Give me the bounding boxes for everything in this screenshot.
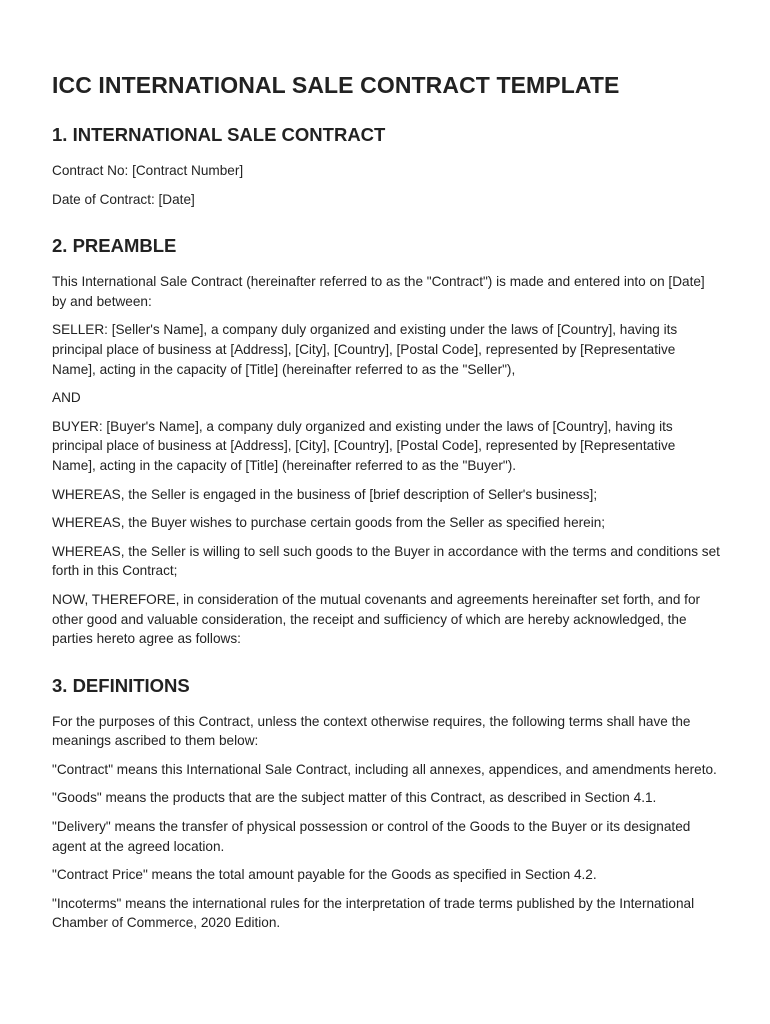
preamble-intro-paragraph: This International Sale Contract (hereinafter referred to as the "Contract") is made and entered into on [Date] by and between: — [52, 274, 705, 309]
definitions-intro-paragraph: For the purposes of this Contract, unless the context otherwise requires, the following terms shall have the meanings ascribed to them below: — [52, 713, 691, 749]
contract-number-line: Contract No: [Contract Number] — [52, 163, 244, 178]
whereas-buyer-purchase-paragraph: WHEREAS, the Buyer wishes to purchase certain goods from the Seller as specified herein; — [52, 515, 606, 531]
definition-delivery: "Delivery" means the transfer of physical possession or control of the Goods to the Buyer or its designated agent at the agreed location. — [52, 819, 691, 854]
seller-paragraph: SELLER: [Seller's Name], a company duly organized and existing under the laws of [Country], having its principal place of business at [Address], [City], [Country], [Postal Code], represented by [Representative Name], acting in the capacity of [Title] (hereinafter referred to as the "Seller"), — [52, 322, 678, 377]
and-paragraph: AND — [52, 390, 81, 406]
whereas-seller-willing-paragraph: WHEREAS, the Seller is willing to sell such goods to the Buyer in accordance with the terms and conditions set forth in this Contract; — [52, 543, 720, 579]
definition-contract-price: "Contract Price" means the total amount payable for the Goods as specified in Section 4.2. — [52, 867, 597, 883]
definition-goods: "Goods" means the products that are the subject matter of this Contract, as described in Section 4.1. — [52, 790, 657, 806]
section-heading-international-sale-contract: 1. INTERNATIONAL SALE CONTRACT — [52, 124, 386, 145]
section-heading-definitions: 3. DEFINITIONS — [52, 674, 190, 696]
document-page — [52, 70, 722, 933]
definition-incoterms: "Incoterms" means the international rules for the interpretation of trade terms published by the International Chamber of Commerce, 2020 Edition. — [52, 895, 695, 931]
now-therefore-paragraph: NOW, THEREFORE, in consideration of the mutual covenants and agreements hereinafter set forth, and for other good and valuable consideration, the receipt and sufficiency of which are hereby acknowledged, the parties hereto agree as follows: — [52, 591, 701, 647]
section-heading-preamble: 2. PREAMBLE — [52, 235, 177, 257]
buyer-paragraph: BUYER: [Buyer's Name], a company duly organized and existing under the laws of [Country], having its principal place of business at [Address], [City], [Country], [Postal Code], represented by [Representative Name], acting in the capacity of [Title] (hereinafter referred to as the "Buyer"). — [52, 418, 676, 473]
definition-contract: "Contract" means this International Sale Contract, including all annexes, appendices, and amendments hereto. — [52, 761, 717, 777]
document-title: ICC INTERNATIONAL SALE CONTRACT TEMPLATE — [52, 72, 620, 98]
contract-date-line: Date of Contract: [Date] — [52, 191, 195, 207]
whereas-seller-business-paragraph: WHEREAS, the Seller is engaged in the business of [brief description of Seller's business]; — [52, 486, 598, 502]
